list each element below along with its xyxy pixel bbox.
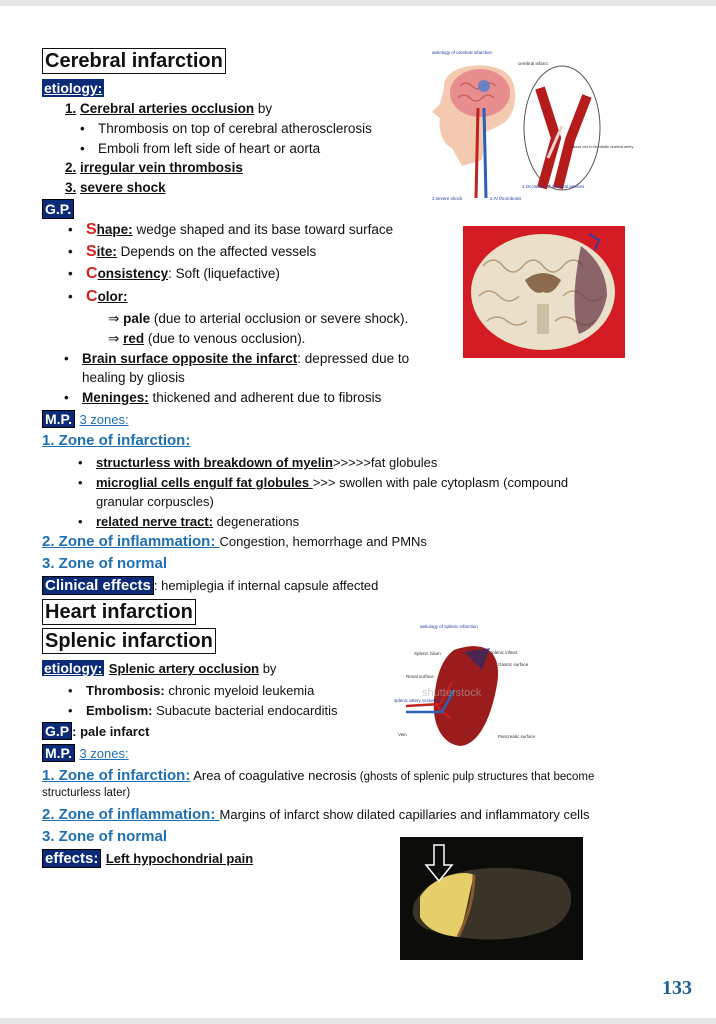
zone1-item-c: • related nerve tract: degenerations bbox=[96, 513, 299, 531]
zone1-item-b: • microglial cells engulf fat globules >>> swollen with pale cytoplasm (compound bbox=[96, 474, 568, 492]
splenic-etiology-diagram bbox=[394, 620, 534, 760]
splenic-embolism: • Embolism: Subacute bacterial endocarditis bbox=[86, 702, 337, 720]
cerebral-etiology-label: etiology: bbox=[44, 80, 103, 96]
spleen-occlusion-label: splenic artery occlusion bbox=[394, 698, 441, 703]
cerebral-gp-label: G.P. bbox=[42, 199, 74, 219]
cerebral-etiology-item-3: 3. severe shock bbox=[65, 180, 166, 195]
spleen-hilum-label: Splenic hilum bbox=[414, 651, 441, 656]
splenic-mp-row: M.P. 3 zones: bbox=[42, 744, 129, 763]
spleen-pancreatic-label: Pancreatic surface bbox=[498, 734, 536, 739]
gp-color-red: ⇒ red (due to venous occlusion). bbox=[108, 331, 306, 346]
cerebral-title: Cerebral infarction bbox=[42, 48, 226, 74]
diagram-shock-label: 3.severe shock bbox=[432, 196, 463, 201]
spleen-infarct-photo bbox=[400, 837, 583, 960]
cerebral-zone-2: 2. Zone of inflammation: Congestion, hemorrhage and PMNs bbox=[42, 533, 427, 550]
diagram-vein-label: 2.IV thrombosis bbox=[490, 196, 522, 201]
spleen-gastric-label: Gastric surface bbox=[498, 662, 529, 667]
page-number: 133 bbox=[662, 977, 692, 999]
splenic-zone-1: 1. Zone of infarction: Area of coagulative necrosis (ghosts of splenic pulp structures that become bbox=[42, 767, 595, 784]
gp-meninges: • Meninges: thickened and adherent due to fibrosis bbox=[82, 389, 381, 407]
cerebral-mp-row: M.P. 3 zones: bbox=[42, 410, 129, 429]
splenic-etiology: etiology: Splenic artery occlusion by bbox=[44, 660, 277, 676]
gp-brain-surface-cont: healing by gliosis bbox=[82, 370, 185, 385]
diagram-infarct-label: cerebral infarct bbox=[518, 61, 548, 66]
diagram-clot-label: Blood clot in the middle cerebral artery bbox=[572, 145, 634, 149]
splenic-thrombosis: • Thrombosis: chronic myeloid leukemia bbox=[86, 682, 314, 700]
gp-brain-surface: • Brain surface opposite the infarct: depressed due to bbox=[82, 350, 409, 368]
brain-infarct-photo bbox=[463, 226, 625, 358]
cerebral-etiology-item-1: 1. Cerebral arteries occlusion by bbox=[65, 101, 273, 116]
splenic-zone-1-cont: structurless later) bbox=[42, 787, 131, 799]
cerebral-etiology-diagram bbox=[422, 48, 634, 206]
zone1-item-a: • structurless with breakdown of myelin>>>>>fat globules bbox=[96, 454, 437, 472]
watermark-text: shutterstock bbox=[422, 687, 482, 699]
spleen-renal-label: Renal surface bbox=[406, 674, 434, 679]
splenic-zone-3: 3. Zone of normal bbox=[42, 828, 168, 845]
gp-site: • Site: Depends on the affected vessels bbox=[86, 243, 316, 261]
spleen-diagram-title: aetiology of splenic infarction bbox=[420, 624, 478, 629]
cerebral-clinical: Clinical effects : hemiplegia if internal capsule affected bbox=[42, 577, 378, 595]
cerebral-zone-3: 3. Zone of normal bbox=[42, 555, 168, 572]
gp-shape: • Shape: wedge shaped and its base toward surface bbox=[86, 221, 393, 239]
bottom-border bbox=[0, 1018, 716, 1024]
zone1-item-b-cont: granular corpuscles) bbox=[96, 494, 214, 509]
cerebral-etiology-sub-1: • Thrombosis on top of cerebral atherosclerosis bbox=[98, 120, 372, 138]
splenic-effects: effects: Left hypochondrial pain bbox=[42, 850, 253, 868]
spleen-vein-label: Vein bbox=[398, 732, 407, 737]
splenic-zone-2: 2. Zone of inflammation: Margins of infarct show dilated capillaries and inflammatory cells bbox=[42, 806, 590, 823]
gp-consistency: • Consistency: Soft (liquefactive) bbox=[86, 265, 280, 283]
gp-color: • Color: bbox=[86, 288, 128, 306]
cerebral-etiology-sub-2: • Emboli from left side of heart or aorta bbox=[98, 140, 320, 158]
cerebral-etiology-item-2: 2. irregular vein thrombosis bbox=[65, 160, 243, 175]
diagram-occlusion-label: 1.Occlusion of cerebral arteries bbox=[522, 184, 585, 189]
diagram-title: aetiology of cerebral infarction bbox=[432, 50, 493, 55]
spleen-infarct-label: splenic infarct bbox=[490, 650, 518, 655]
heart-title: Heart infarction bbox=[42, 599, 196, 625]
gp-color-pale: ⇒ pale (due to arterial occlusion or severe shock). bbox=[108, 311, 409, 326]
splenic-title: Splenic infarction bbox=[42, 628, 216, 654]
cerebral-zone-1: 1. Zone of infarction: bbox=[42, 432, 191, 449]
splenic-gp: G.P : pale infarct bbox=[42, 722, 149, 741]
top-border bbox=[0, 0, 716, 6]
